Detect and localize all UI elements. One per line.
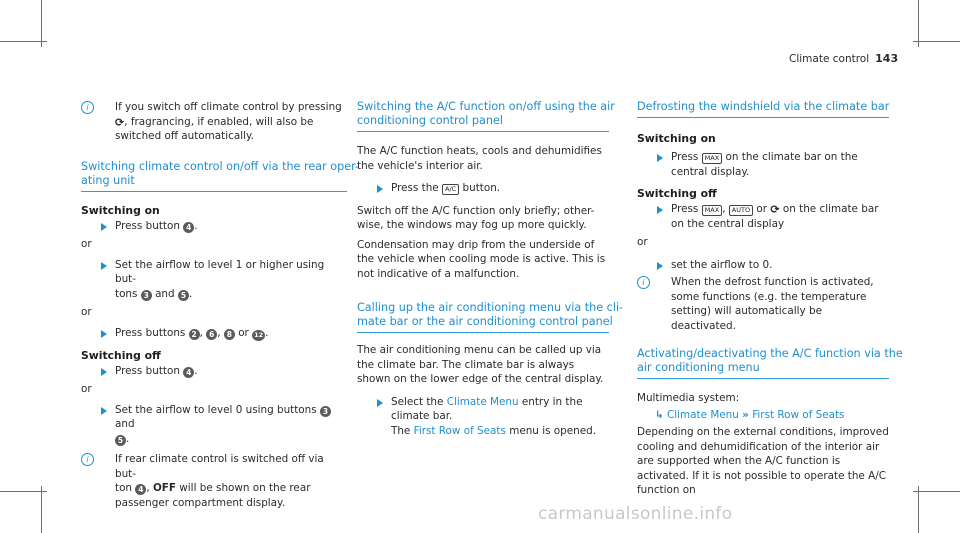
bullet-arrow-icon bbox=[101, 368, 107, 376]
note-text: When the defrost function is activated, some functions (e.g. the temperature setting) will automatically be deactivated. bbox=[671, 276, 874, 332]
step-text: Press button bbox=[115, 364, 180, 377]
step-text: or bbox=[238, 326, 249, 339]
number-badge: 3 bbox=[141, 290, 152, 301]
step-text: The bbox=[391, 424, 411, 437]
subheading: Switching off bbox=[637, 187, 717, 200]
crop-mark bbox=[41, 486, 42, 533]
number-badge: 12 bbox=[254, 330, 264, 339]
paragraph: Multimedia system: bbox=[637, 392, 740, 404]
running-header bbox=[789, 52, 898, 67]
note-text: ton bbox=[115, 482, 133, 494]
column-left bbox=[81, 100, 359, 510]
step: Press button 4 . bbox=[81, 219, 347, 234]
or-text: or bbox=[637, 236, 648, 248]
note-text: If you switch off climate control by pressing bbox=[115, 101, 342, 113]
section-heading bbox=[357, 301, 624, 333]
info-note: i If rear climate control is switched off via but- ton 4 , OFF will be shown on the rear passenger compartment display. bbox=[81, 452, 347, 510]
number-badge: 5 bbox=[115, 435, 126, 446]
step-text: Set the airflow to level 1 or higher using but- bbox=[115, 258, 325, 285]
note-text: , fragrancing, if enabled, will also be switched off automatically. bbox=[115, 115, 314, 142]
info-note bbox=[81, 100, 347, 144]
bullet-arrow-icon bbox=[101, 262, 107, 270]
step bbox=[637, 258, 889, 273]
step-text: Press buttons bbox=[115, 326, 186, 339]
step: Press MAX , AUTO or ⟳ on the climate bar on the central display bbox=[637, 202, 889, 231]
auto-icon: AUTO bbox=[729, 205, 753, 216]
or-text: or bbox=[81, 238, 92, 250]
path-arrow-icon: ↳ bbox=[655, 408, 664, 421]
note-text: passenger compartment display. bbox=[115, 496, 286, 509]
step-text: Press bbox=[671, 151, 699, 163]
info-icon: i bbox=[81, 453, 94, 466]
number-badge: 4 bbox=[135, 484, 146, 495]
crop-mark bbox=[918, 486, 919, 533]
heading-line: Activating/deactivating the A/C function via the bbox=[637, 347, 903, 360]
heading-line: ating unit bbox=[81, 173, 135, 187]
path-first-row-seats[interactable]: First Row of Seats bbox=[752, 408, 845, 421]
info-icon: i bbox=[637, 276, 650, 289]
subheading: Switching off bbox=[81, 348, 161, 362]
step bbox=[637, 150, 889, 179]
heading-line: Switching climate control on/off via the rear oper- bbox=[81, 159, 359, 173]
fan-icon: ⟳ bbox=[115, 115, 125, 129]
or-text: or bbox=[81, 306, 92, 318]
step-text: tons bbox=[115, 287, 138, 300]
bullet-arrow-icon bbox=[101, 407, 107, 415]
subheading: Switching on bbox=[637, 132, 716, 145]
info-icon: i bbox=[81, 101, 94, 114]
crop-mark bbox=[913, 491, 960, 492]
heading-line: Switching the A/C function on/off using the air bbox=[357, 100, 615, 113]
page-number: 143 bbox=[875, 52, 899, 65]
step: Press buttons 2 , 6 , 8 or 12 . bbox=[81, 326, 347, 341]
step bbox=[357, 181, 609, 196]
bullet-arrow-icon bbox=[101, 330, 107, 338]
step-text: Press bbox=[671, 203, 699, 215]
heading-line: mate bar or the air conditioning control panel bbox=[357, 315, 613, 328]
step-text: Press the bbox=[391, 182, 439, 194]
step-text: on the climate bar on the central display. bbox=[671, 151, 858, 178]
step-text: or bbox=[756, 203, 768, 215]
column-right bbox=[637, 100, 903, 498]
step-text: Select the bbox=[391, 395, 444, 408]
bullet-arrow-icon bbox=[657, 154, 663, 162]
heading-line: air conditioning menu bbox=[637, 361, 760, 374]
step: Set the airflow to level 1 or higher using but- tons 3 and 5 . bbox=[81, 258, 347, 302]
step-text: and bbox=[115, 418, 135, 430]
bullet-arrow-icon bbox=[101, 223, 107, 231]
step: Set the airflow to level 0 using buttons 3 and 5 . bbox=[81, 403, 347, 447]
step-text: menu is opened. bbox=[509, 424, 597, 437]
section-heading bbox=[81, 159, 359, 192]
step-text: and bbox=[155, 287, 175, 300]
heading-line: conditioning control panel bbox=[357, 114, 503, 127]
step-text: entry in the climate bar. bbox=[391, 395, 583, 422]
windshield-defrost-icon: MAX bbox=[702, 153, 723, 164]
heading-line: Calling up the air conditioning menu via the cli- bbox=[357, 301, 624, 314]
step-text: Press button bbox=[115, 219, 180, 232]
fan-icon: ⟳ bbox=[770, 203, 780, 216]
info-note bbox=[637, 275, 889, 333]
step-text: button. bbox=[462, 182, 501, 194]
number-badge: 2 bbox=[189, 329, 200, 340]
windshield-defrost-icon: MAX bbox=[702, 205, 723, 216]
paragraph: Condensation may drip from the underside of the vehicle when cooling mode is active. This is not indicative of a malfunction. bbox=[357, 238, 606, 280]
or-text: or bbox=[81, 383, 92, 395]
section-heading bbox=[357, 100, 615, 132]
paragraph: Depending on the external conditions, improved cooling and dehumidification of the interior air are supported when the A/C function is activated. If it is not possible to operate the A/C function on bbox=[637, 426, 889, 496]
column-middle bbox=[357, 100, 624, 438]
step-text: on the climate bar on the central display bbox=[671, 203, 879, 230]
paragraph: Switch off the A/C function only briefly; other-wise, the windows may fog up more quickly. bbox=[357, 204, 595, 231]
step-text: Set the airflow to level 0 using buttons bbox=[115, 403, 317, 416]
crop-mark bbox=[0, 41, 47, 42]
bullet-arrow-icon bbox=[377, 185, 383, 193]
first-row-seats-link[interactable]: First Row of Seats bbox=[413, 424, 506, 437]
paragraph: The air conditioning menu can be called up via the climate bar. The climate bar is always shown on the lower edge of the central display. bbox=[357, 344, 604, 385]
heading-line: Defrosting the windshield via the climate bar bbox=[637, 100, 890, 113]
number-badge: 5 bbox=[178, 290, 189, 301]
crop-mark bbox=[0, 491, 47, 492]
number-badge: 6 bbox=[206, 329, 217, 340]
path-climate-menu[interactable]: Climate Menu bbox=[667, 408, 739, 421]
number-badge: 8 bbox=[224, 329, 235, 340]
step: Press button 4 . bbox=[81, 364, 347, 379]
menu-path bbox=[637, 408, 889, 423]
section-heading bbox=[637, 347, 903, 379]
note-text: If rear climate control is switched off via but- bbox=[115, 453, 324, 480]
section-title: Climate control bbox=[789, 53, 870, 65]
off-label: OFF bbox=[152, 482, 176, 494]
step bbox=[357, 395, 609, 439]
ac-button-icon: A/C bbox=[442, 184, 459, 195]
crop-mark bbox=[41, 0, 42, 47]
crop-mark bbox=[918, 0, 919, 47]
subheading: Switching on bbox=[81, 203, 160, 217]
bullet-arrow-icon bbox=[377, 399, 383, 407]
number-badge: 3 bbox=[320, 406, 331, 417]
crop-mark bbox=[913, 41, 960, 42]
bullet-arrow-icon bbox=[657, 262, 663, 270]
number-badge: 4 bbox=[183, 222, 194, 233]
climate-menu-link[interactable]: Climate Menu bbox=[446, 395, 519, 408]
note-text: will be shown on the rear bbox=[179, 482, 311, 494]
path-chevron-icon: » bbox=[742, 408, 749, 421]
section-heading bbox=[637, 100, 889, 118]
paragraph: The A/C function heats, cools and dehumidifies the vehicle's interior air. bbox=[357, 145, 602, 172]
number-badge: 4 bbox=[183, 367, 194, 378]
watermark: carmanualsonline.info bbox=[538, 504, 733, 524]
step-text: set the airflow to 0. bbox=[671, 258, 773, 271]
bullet-arrow-icon bbox=[657, 206, 663, 214]
